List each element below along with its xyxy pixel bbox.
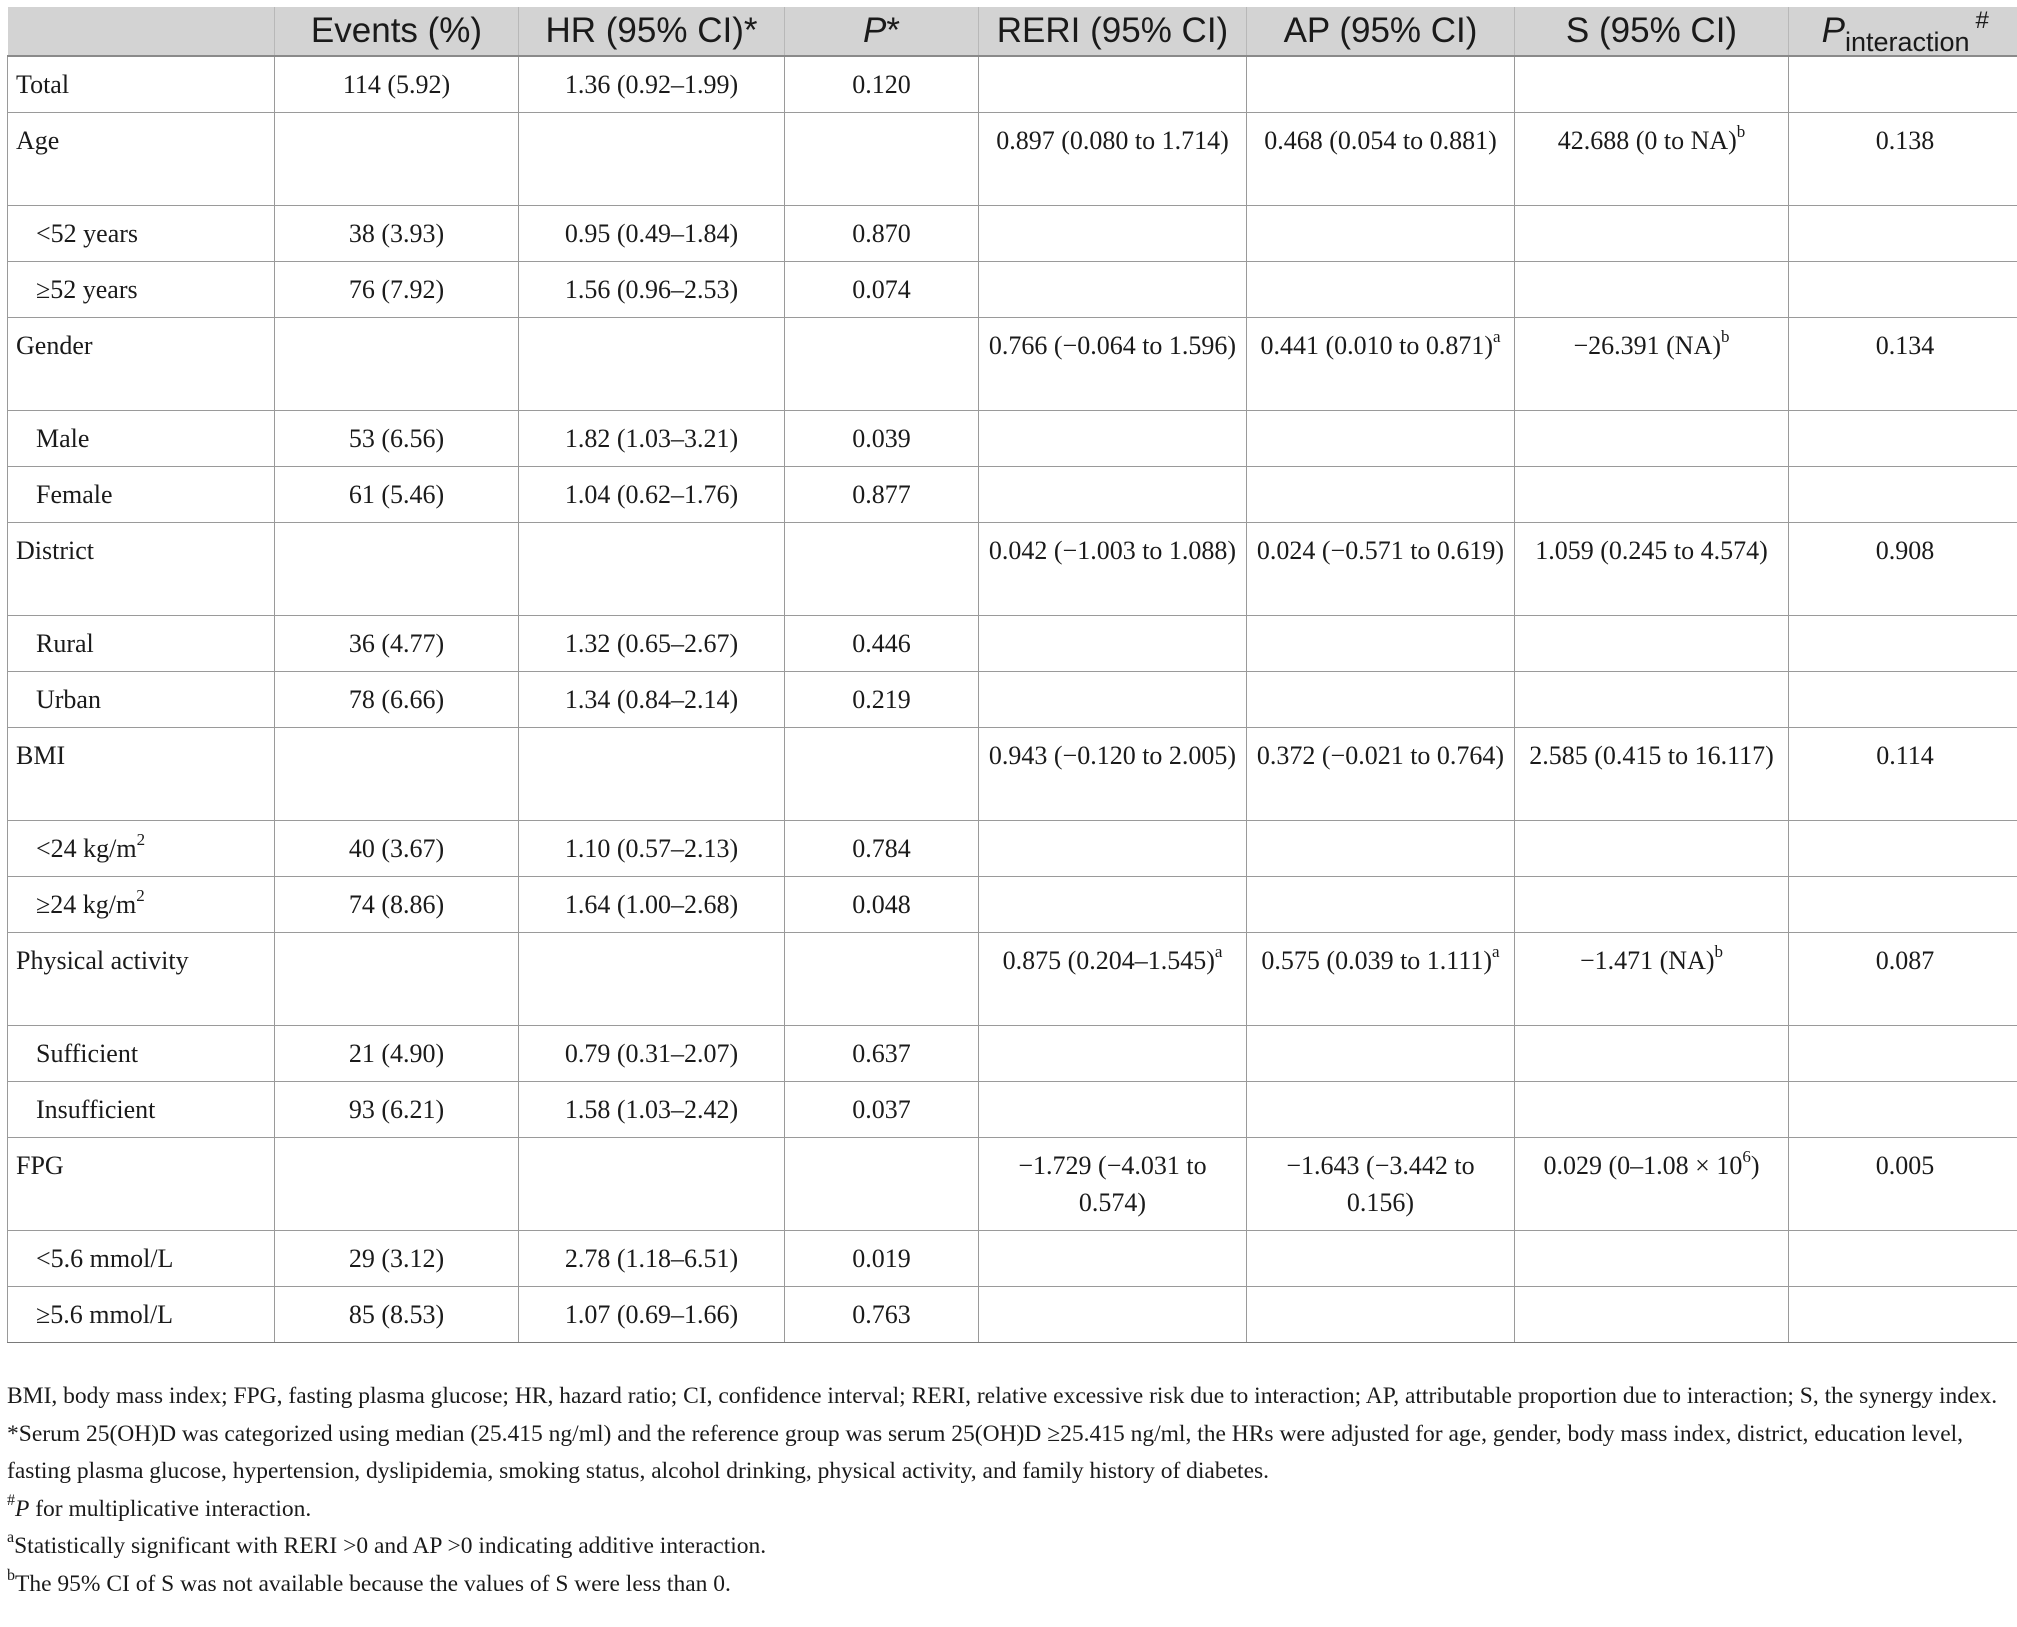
- cell-events: [275, 933, 519, 1026]
- row-label: [8, 1287, 275, 1343]
- cell-reri: [979, 467, 1247, 523]
- row-label-footnote-mark: 2: [136, 886, 145, 906]
- row-label-text: <5.6 mmol/L: [36, 1244, 174, 1273]
- cell-p-interaction: [1789, 1138, 2017, 1231]
- cell-s: [1515, 1287, 1789, 1343]
- row-label-text: ≥5.6 mmol/L: [36, 1300, 174, 1329]
- cell-p: [785, 1138, 979, 1231]
- cell-reri-footnote-mark: a: [1214, 942, 1223, 962]
- cell-hr-text: 1.36 (0.92–1.99): [564, 70, 739, 99]
- cell-hr-text: 2.78 (1.18–6.51): [564, 1244, 739, 1273]
- cell-hr-text: 1.32 (0.65–2.67): [564, 629, 739, 658]
- cell-p-interaction: [1789, 1231, 2017, 1287]
- cell-p: [785, 411, 979, 467]
- cell-hr-text: 1.56 (0.96–2.53): [564, 275, 739, 304]
- row-label-text: Gender: [16, 331, 93, 360]
- header-p-mark: *: [886, 11, 900, 50]
- table-footnotes: [7, 1378, 2011, 1603]
- cell-events-text: 93 (6.21): [348, 1095, 445, 1124]
- cell-reri-text: 0.042 (−1.003 to 1.088): [988, 536, 1237, 565]
- cell-reri-text: 0.897 (0.080 to 1.714): [996, 126, 1229, 155]
- cell-reri: [979, 672, 1247, 728]
- header-ap: AP (95% CI): [1247, 7, 1515, 56]
- cell-s: [1515, 262, 1789, 318]
- header-p-letter: P: [863, 11, 887, 50]
- row-label-text: Female: [36, 480, 113, 509]
- table-row: [8, 616, 2017, 672]
- cell-hr: [519, 728, 785, 821]
- row-label: [8, 1231, 275, 1287]
- cell-p: [785, 1231, 979, 1287]
- cell-p: [785, 206, 979, 262]
- cell-reri: [979, 877, 1247, 933]
- cell-reri: [979, 411, 1247, 467]
- cell-hr-text: 1.64 (1.00–2.68): [564, 890, 739, 919]
- row-label-text: ≥52 years: [36, 275, 138, 304]
- cell-s: [1515, 933, 1789, 1026]
- cell-events: [275, 672, 519, 728]
- cell-ap: [1247, 467, 1515, 523]
- cell-reri: [979, 318, 1247, 411]
- cell-s-footnote-mark: b: [1736, 122, 1746, 142]
- cell-s: [1515, 113, 1789, 206]
- cell-events: [275, 206, 519, 262]
- cell-events: [275, 1287, 519, 1343]
- cell-ap: [1247, 206, 1515, 262]
- cell-events: [275, 877, 519, 933]
- cell-ap: [1247, 113, 1515, 206]
- cell-p: [785, 1082, 979, 1138]
- cell-s: [1515, 616, 1789, 672]
- cell-hr: [519, 933, 785, 1026]
- cell-p-interaction: [1789, 616, 2017, 672]
- cell-ap: [1247, 1138, 1515, 1231]
- cell-events-text: 76 (7.92): [348, 275, 445, 304]
- cell-ap: [1247, 728, 1515, 821]
- cell-p-interaction: [1789, 1082, 2017, 1138]
- cell-events-text: 36 (4.77): [348, 629, 445, 658]
- cell-p-interaction: [1789, 467, 2017, 523]
- row-label: [8, 467, 275, 523]
- cell-reri-text: 0.875 (0.204–1.545): [1002, 946, 1215, 975]
- cell-p-text: 0.019: [852, 1244, 911, 1273]
- cell-p: [785, 523, 979, 616]
- cell-p-text: 0.870: [852, 219, 911, 248]
- cell-p-interaction: [1789, 523, 2017, 616]
- cell-reri: [979, 206, 1247, 262]
- cell-reri: [979, 1287, 1247, 1343]
- cell-s: [1515, 672, 1789, 728]
- table-row: [8, 1026, 2017, 1082]
- row-label-text: <52 years: [36, 219, 139, 248]
- cell-hr-text: 1.10 (0.57–2.13): [564, 834, 739, 863]
- cell-hr-text: 0.79 (0.31–2.07): [564, 1039, 739, 1068]
- table-row: [8, 933, 2017, 1026]
- cell-s-text: 42.688 (0 to NA): [1557, 126, 1737, 155]
- cell-reri: [979, 1082, 1247, 1138]
- cell-p: [785, 262, 979, 318]
- cell-events: [275, 467, 519, 523]
- header-events: Events (%): [275, 7, 519, 56]
- table-row: [8, 672, 2017, 728]
- cell-events-text: 38 (3.93): [348, 219, 445, 248]
- cell-ap-footnote-mark: a: [1492, 942, 1500, 962]
- row-label: [8, 877, 275, 933]
- cell-s-text: 0.029 (0–1.08 × 10: [1543, 1151, 1743, 1180]
- cell-events-text: 61 (5.46): [348, 480, 445, 509]
- cell-p-interaction-text: 0.134: [1875, 331, 1935, 360]
- cell-ap: [1247, 672, 1515, 728]
- table-row: [8, 318, 2017, 411]
- cell-ap-text: 0.468 (0.054 to 0.881): [1264, 126, 1497, 155]
- cell-s: [1515, 206, 1789, 262]
- row-label-text: Male: [36, 424, 90, 453]
- cell-p-text: 0.219: [852, 685, 911, 714]
- cell-p-interaction: [1789, 1026, 2017, 1082]
- cell-hr: [519, 1026, 785, 1082]
- row-label: [8, 728, 275, 821]
- cell-p-interaction-text: 0.114: [1876, 741, 1934, 770]
- cell-reri: [979, 523, 1247, 616]
- table-row: [8, 821, 2017, 877]
- cell-s-text: −26.391 (NA): [1573, 331, 1722, 360]
- cell-hr: [519, 411, 785, 467]
- cell-p-interaction: [1789, 728, 2017, 821]
- cell-events: [275, 523, 519, 616]
- cell-p-text: 0.039: [852, 424, 911, 453]
- cell-hr: [519, 467, 785, 523]
- cell-s-footnote-mark: 6: [1742, 1147, 1751, 1167]
- cell-reri: [979, 728, 1247, 821]
- cell-hr: [519, 1082, 785, 1138]
- cell-events: [275, 113, 519, 206]
- cell-hr: [519, 1287, 785, 1343]
- cell-s-tail: ): [1750, 1151, 1760, 1180]
- header-s: S (95% CI): [1515, 7, 1789, 56]
- cell-ap-footnote-mark: a: [1493, 327, 1501, 347]
- row-label-text: ≥24 kg/m: [36, 890, 137, 919]
- row-label: [8, 113, 275, 206]
- table-row: [8, 467, 2017, 523]
- header-hr: HR (95% CI)*: [519, 7, 785, 56]
- cell-hr: [519, 616, 785, 672]
- cell-s: [1515, 56, 1789, 113]
- cell-p-interaction-text: 0.005: [1875, 1151, 1935, 1180]
- cell-ap-text: 0.372 (−0.021 to 0.764): [1256, 741, 1505, 770]
- row-label: [8, 1026, 275, 1082]
- cell-s: [1515, 821, 1789, 877]
- cell-p-interaction: [1789, 56, 2017, 113]
- cell-events: [275, 616, 519, 672]
- cell-p: [785, 1026, 979, 1082]
- table-row: [8, 728, 2017, 821]
- cell-p: [785, 56, 979, 113]
- footnote-abbreviations: BMI, body mass index; FPG, fasting plasma glucose; HR, hazard ratio; CI, confidence interval; RERI, relative excessive risk due to interaction; AP, attributable proportion due to interaction; S, the synergy index.: [7, 1383, 1998, 1409]
- cell-events: [275, 56, 519, 113]
- cell-reri: [979, 616, 1247, 672]
- cell-reri-text: −1.729 (−4.031 to 0.574): [1018, 1151, 1207, 1217]
- table-header: [8, 7, 2017, 56]
- cell-hr: [519, 672, 785, 728]
- table-row: [8, 1138, 2017, 1231]
- cell-p-interaction: [1789, 262, 2017, 318]
- cell-hr-text: 1.04 (0.62–1.76): [564, 480, 739, 509]
- row-label: [8, 1138, 275, 1231]
- row-label: [8, 1082, 275, 1138]
- cell-s: [1515, 1231, 1789, 1287]
- cell-p-interaction: [1789, 821, 2017, 877]
- header-pint-letter: P: [1821, 11, 1845, 50]
- cell-events: [275, 1026, 519, 1082]
- cell-p-text: 0.048: [852, 890, 911, 919]
- cell-p-interaction: [1789, 318, 2017, 411]
- header-row: [8, 7, 2017, 56]
- cell-events-text: 21 (4.90): [348, 1039, 445, 1068]
- cell-hr-text: 1.07 (0.69–1.66): [564, 1300, 739, 1329]
- cell-p: [785, 877, 979, 933]
- row-label: [8, 262, 275, 318]
- results-table-container: [7, 7, 2011, 1343]
- table-row: [8, 411, 2017, 467]
- cell-p-interaction: [1789, 1287, 2017, 1343]
- cell-p: [785, 821, 979, 877]
- row-label: [8, 933, 275, 1026]
- header-p-interaction: [1789, 7, 2017, 56]
- header-pint-sub: interaction: [1844, 27, 1970, 57]
- cell-s-text: 2.585 (0.415 to 16.117): [1529, 741, 1774, 770]
- cell-p-text: 0.120: [852, 70, 911, 99]
- table-row: [8, 1231, 2017, 1287]
- cell-s: [1515, 1138, 1789, 1231]
- cell-p: [785, 113, 979, 206]
- row-label: [8, 56, 275, 113]
- cell-reri: [979, 113, 1247, 206]
- header-blank: [8, 7, 275, 56]
- table-row: [8, 877, 2017, 933]
- cell-hr: [519, 318, 785, 411]
- row-label: [8, 411, 275, 467]
- row-label-text: District: [16, 536, 94, 565]
- cell-s: [1515, 523, 1789, 616]
- cell-events: [275, 1082, 519, 1138]
- cell-p-text: 0.763: [852, 1300, 911, 1329]
- footnote-b-mark: b: [7, 1566, 15, 1584]
- cell-ap: [1247, 933, 1515, 1026]
- cell-hr: [519, 523, 785, 616]
- cell-events: [275, 262, 519, 318]
- row-label-text: Age: [16, 126, 60, 155]
- cell-hr: [519, 56, 785, 113]
- cell-ap: [1247, 411, 1515, 467]
- cell-p: [785, 933, 979, 1026]
- cell-reri: [979, 1138, 1247, 1231]
- row-label: [8, 616, 275, 672]
- cell-ap: [1247, 523, 1515, 616]
- row-label: [8, 206, 275, 262]
- cell-ap: [1247, 821, 1515, 877]
- cell-p-interaction: [1789, 933, 2017, 1026]
- row-label: [8, 672, 275, 728]
- cell-p-interaction: [1789, 113, 2017, 206]
- row-label-text: BMI: [16, 741, 66, 770]
- cell-p-interaction-text: 0.138: [1875, 126, 1935, 155]
- cell-p: [785, 728, 979, 821]
- row-label-text: <24 kg/m: [36, 834, 137, 863]
- footnote-b-text: The 95% CI of S was not available because the values of S were less than 0.: [15, 1570, 731, 1597]
- interaction-table: [7, 7, 2017, 1343]
- cell-p-interaction: [1789, 672, 2017, 728]
- cell-s-text: 1.059 (0.245 to 4.574): [1535, 536, 1768, 565]
- footnote-star: *Serum 25(OH)D was categorized using median (25.415 ng/ml) and the reference group was serum 25(OH)D ≥25.415 ng/ml, the HRs were adjusted for age, gender, body mass index, district, education level, fasting plasma glucose, hypertension, dyslipidemia, smoking status, alcohol drinking, physical activity, and family history of diabetes.: [7, 1420, 1964, 1484]
- row-label-footnote-mark: 2: [136, 830, 146, 850]
- cell-ap-text: 0.575 (0.039 to 1.111): [1261, 946, 1493, 975]
- cell-s: [1515, 1082, 1789, 1138]
- footnote-a: [7, 1528, 2011, 1566]
- table-row: [8, 1287, 2017, 1343]
- cell-events: [275, 1138, 519, 1231]
- cell-p-interaction: [1789, 877, 2017, 933]
- footnote-hash: [7, 1491, 2011, 1529]
- footnote-hash-text: for multiplicative interaction.: [29, 1495, 312, 1522]
- cell-p: [785, 318, 979, 411]
- cell-p-interaction: [1789, 206, 2017, 262]
- row-label-text: Rural: [36, 629, 94, 658]
- cell-events: [275, 1231, 519, 1287]
- cell-p: [785, 467, 979, 523]
- row-label-text: Total: [16, 70, 70, 99]
- cell-ap: [1247, 1231, 1515, 1287]
- cell-p: [785, 616, 979, 672]
- table-body: [8, 56, 2017, 1343]
- cell-reri: [979, 262, 1247, 318]
- cell-hr: [519, 262, 785, 318]
- cell-reri: [979, 1231, 1247, 1287]
- footnote-hash-p: P: [15, 1495, 30, 1522]
- cell-p-interaction-text: 0.908: [1875, 536, 1935, 565]
- cell-ap: [1247, 877, 1515, 933]
- cell-ap: [1247, 262, 1515, 318]
- cell-ap: [1247, 56, 1515, 113]
- header-pint-mark: #: [1975, 7, 1989, 34]
- cell-hr: [519, 821, 785, 877]
- table-row: [8, 113, 2017, 206]
- footnote-a-text: Statistically significant with RERI >0 and AP >0 indicating additive interaction.: [14, 1533, 767, 1559]
- cell-s: [1515, 411, 1789, 467]
- cell-hr-text: 1.34 (0.84–2.14): [564, 685, 739, 714]
- row-label: [8, 318, 275, 411]
- cell-hr: [519, 1231, 785, 1287]
- cell-hr: [519, 877, 785, 933]
- cell-events-text: 78 (6.66): [348, 685, 445, 714]
- row-label-text: Insufficient: [36, 1095, 156, 1124]
- cell-s: [1515, 467, 1789, 523]
- cell-p: [785, 1287, 979, 1343]
- header-p: [785, 7, 979, 56]
- cell-p-text: 0.784: [852, 834, 911, 863]
- cell-ap: [1247, 1026, 1515, 1082]
- cell-events: [275, 821, 519, 877]
- cell-p-text: 0.037: [852, 1095, 911, 1124]
- cell-events-text: 85 (8.53): [348, 1300, 445, 1329]
- cell-events: [275, 318, 519, 411]
- row-label: [8, 821, 275, 877]
- cell-events-text: 40 (3.67): [348, 834, 445, 863]
- cell-hr-text: 0.95 (0.49–1.84): [564, 219, 739, 248]
- cell-s-footnote-mark: b: [1714, 942, 1724, 962]
- cell-events: [275, 728, 519, 821]
- cell-reri: [979, 1026, 1247, 1082]
- cell-reri-text: 0.766 (−0.064 to 1.596): [988, 331, 1237, 360]
- footnote-b: [7, 1566, 2011, 1604]
- cell-ap: [1247, 616, 1515, 672]
- cell-s-footnote-mark: b: [1721, 327, 1730, 347]
- footnote-hash-mark: #: [7, 1491, 15, 1509]
- cell-p-interaction: [1789, 411, 2017, 467]
- cell-p-text: 0.446: [852, 629, 911, 658]
- cell-ap: [1247, 318, 1515, 411]
- cell-p-text: 0.637: [852, 1039, 911, 1068]
- footnote-a-mark: a: [7, 1529, 15, 1547]
- cell-s: [1515, 1026, 1789, 1082]
- cell-p-interaction-text: 0.087: [1875, 946, 1935, 975]
- header-reri: RERI (95% CI): [979, 7, 1247, 56]
- cell-reri: [979, 821, 1247, 877]
- cell-hr-text: 1.58 (1.03–2.42): [564, 1095, 739, 1124]
- cell-reri: [979, 933, 1247, 1026]
- table-row: [8, 523, 2017, 616]
- cell-s: [1515, 318, 1789, 411]
- cell-p-text: 0.877: [852, 480, 911, 509]
- cell-hr: [519, 113, 785, 206]
- cell-reri: [979, 56, 1247, 113]
- row-label-text: FPG: [16, 1151, 64, 1180]
- table-row: [8, 56, 2017, 113]
- cell-s-text: −1.471 (NA): [1579, 946, 1715, 975]
- row-label-text: Sufficient: [36, 1039, 139, 1068]
- table-row: [8, 206, 2017, 262]
- cell-events-text: 74 (8.86): [348, 890, 445, 919]
- cell-s: [1515, 877, 1789, 933]
- row-label-text: Physical activity: [16, 946, 189, 975]
- cell-events-text: 29 (3.12): [348, 1244, 445, 1273]
- cell-events-text: 114 (5.92): [342, 70, 451, 99]
- row-label-text: Urban: [36, 685, 101, 714]
- cell-hr: [519, 206, 785, 262]
- cell-ap: [1247, 1287, 1515, 1343]
- cell-s: [1515, 728, 1789, 821]
- cell-events-text: 53 (6.56): [348, 424, 445, 453]
- table-row: [8, 262, 2017, 318]
- cell-hr-text: 1.82 (1.03–3.21): [564, 424, 739, 453]
- cell-ap-text: −1.643 (−3.442 to 0.156): [1286, 1151, 1475, 1217]
- cell-p: [785, 672, 979, 728]
- cell-events: [275, 411, 519, 467]
- cell-ap: [1247, 1082, 1515, 1138]
- cell-p-text: 0.074: [852, 275, 911, 304]
- cell-reri-text: 0.943 (−0.120 to 2.005): [988, 741, 1237, 770]
- cell-ap-text: 0.441 (0.010 to 0.871): [1260, 331, 1493, 360]
- cell-hr: [519, 1138, 785, 1231]
- table-row: [8, 1082, 2017, 1138]
- row-label: [8, 523, 275, 616]
- cell-ap-text: 0.024 (−0.571 to 0.619): [1256, 536, 1505, 565]
